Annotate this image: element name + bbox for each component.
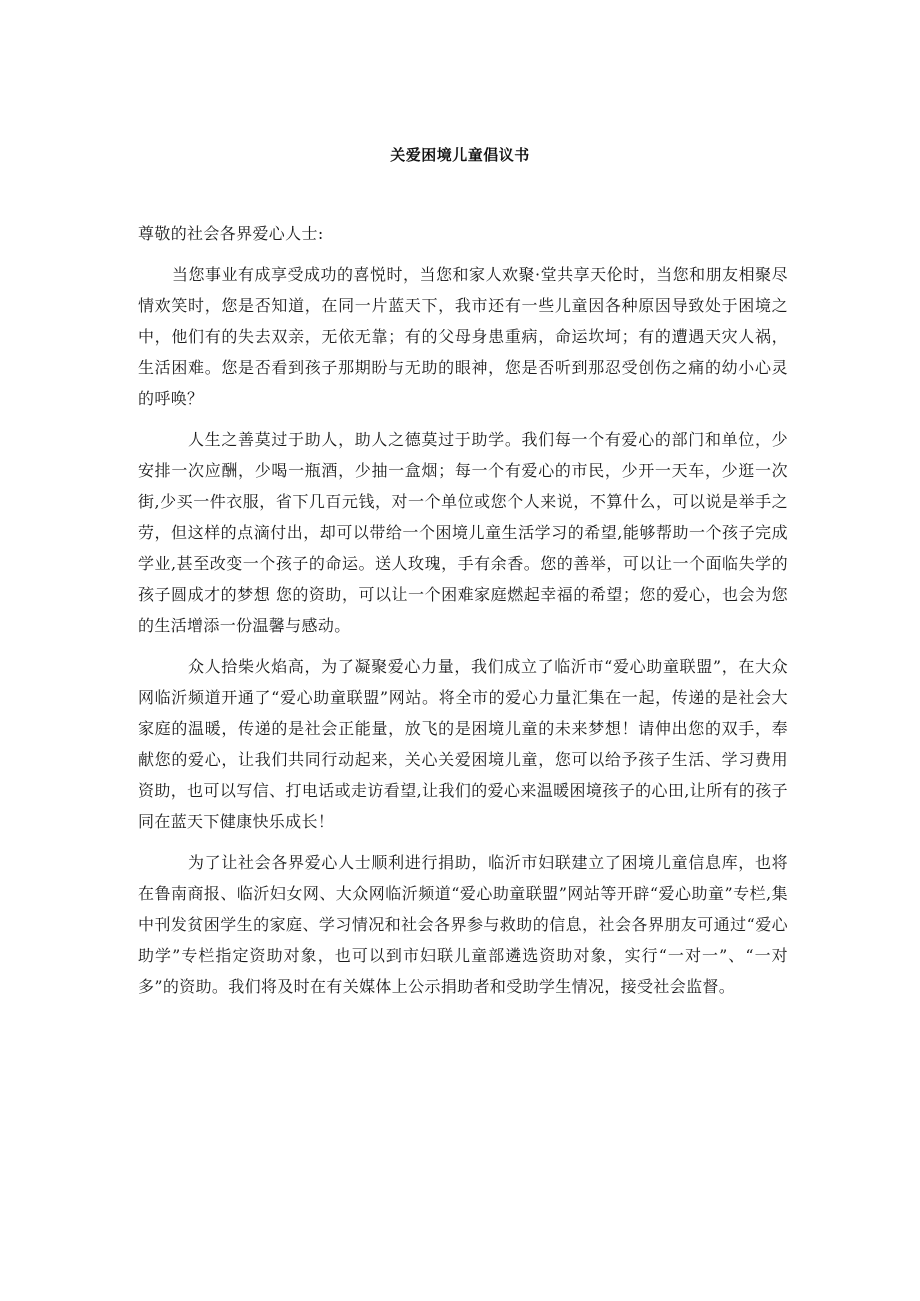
paragraph-1: 当您事业有成享受成功的喜悦时，当您和家人欢聚·堂共享天伦时，当您和朋友相聚尽情欢笑时，您是否知道，在同一片蓝天下，我市还有一些儿童因各种原因导致处于困境之中，他们有的失去双亲，无依无靠；有的父母身患重病，命运坎坷；有的遭遇天灾人祸，生活困难。您是否看到孩子那期盼与无助的眼神，您是否听到那忍受创伤之痛的幼小心灵的呼唤？ — [138, 265, 788, 408]
paragraph-4: 为了让社会各界爱心人士顺利进行捐助，临沂市妇联建立了困境儿童信息库，也将在鲁南商报、临沂妇女网、大众网临沂频道“爱心助童联盟”网站等开辟“爱心助童”专栏,集中刊发贫困学生的家庭、学习情况和社会各界参与救助的信息，社会各界朋友可通过“爱心助学”专栏指定资助对象，也可以到市妇联儿童部遴选资助对象，实行“一对一”、“一对多”的资助。我们将及时在有关媒体上公示捐助者和受助学生情况，接受社会监督。 — [138, 853, 788, 996]
paragraph-2: 人生之善莫过于助人，助人之德莫过于助学。我们每一个有爱心的部门和单位，少安排一次应酬，少喝一瓶酒，少抽一盒烟；每一个有爱心的市民，少开一天车，少逛一次街,少买一件衣服，省下几百元钱，对一个单位或您个人来说，不算什么，可以说是举手之劳，但这样的点滴付出，却可以带给一个困境儿童生活学习的希望,能够帮助一个孩子完成学业,甚至改变一个孩子的命运。送人玫瑰，手有余香。您的善举，可以让一个面临失学的孩子圆成才的梦想 您的资助，可以让一个困难家庭燃起幸福的希望；您的爱心，也会为您的生活增添一份温馨与感动。 — [138, 430, 788, 635]
paragraph-3: 众人拾柴火焰高，为了凝聚爱心力量，我们成立了临沂市“爱心助童联盟”，在大众网临沂频道开通了“爱心助童联盟”网站。将全市的爱心力量汇集在一起，传递的是社会大家庭的温暖，传递的是社会正能量，放飞的是困境儿童的未来梦想！请伸出您的双手，奉献您的爱心，让我们共同行动起来，关心关爱困境儿童，您可以给予孩子生活、学习费用资助，也可以写信、打电话或走访看望,让我们的爱心来温暖困境孩子的心田,让所有的孩子同在蓝天下健康快乐成长！ — [138, 657, 788, 831]
salutation: 尊敬的社会各界爱心人士: — [138, 224, 324, 243]
document-title: 关爱困境儿童倡议书 — [390, 146, 530, 164]
document-body — [138, 218, 788, 1012]
